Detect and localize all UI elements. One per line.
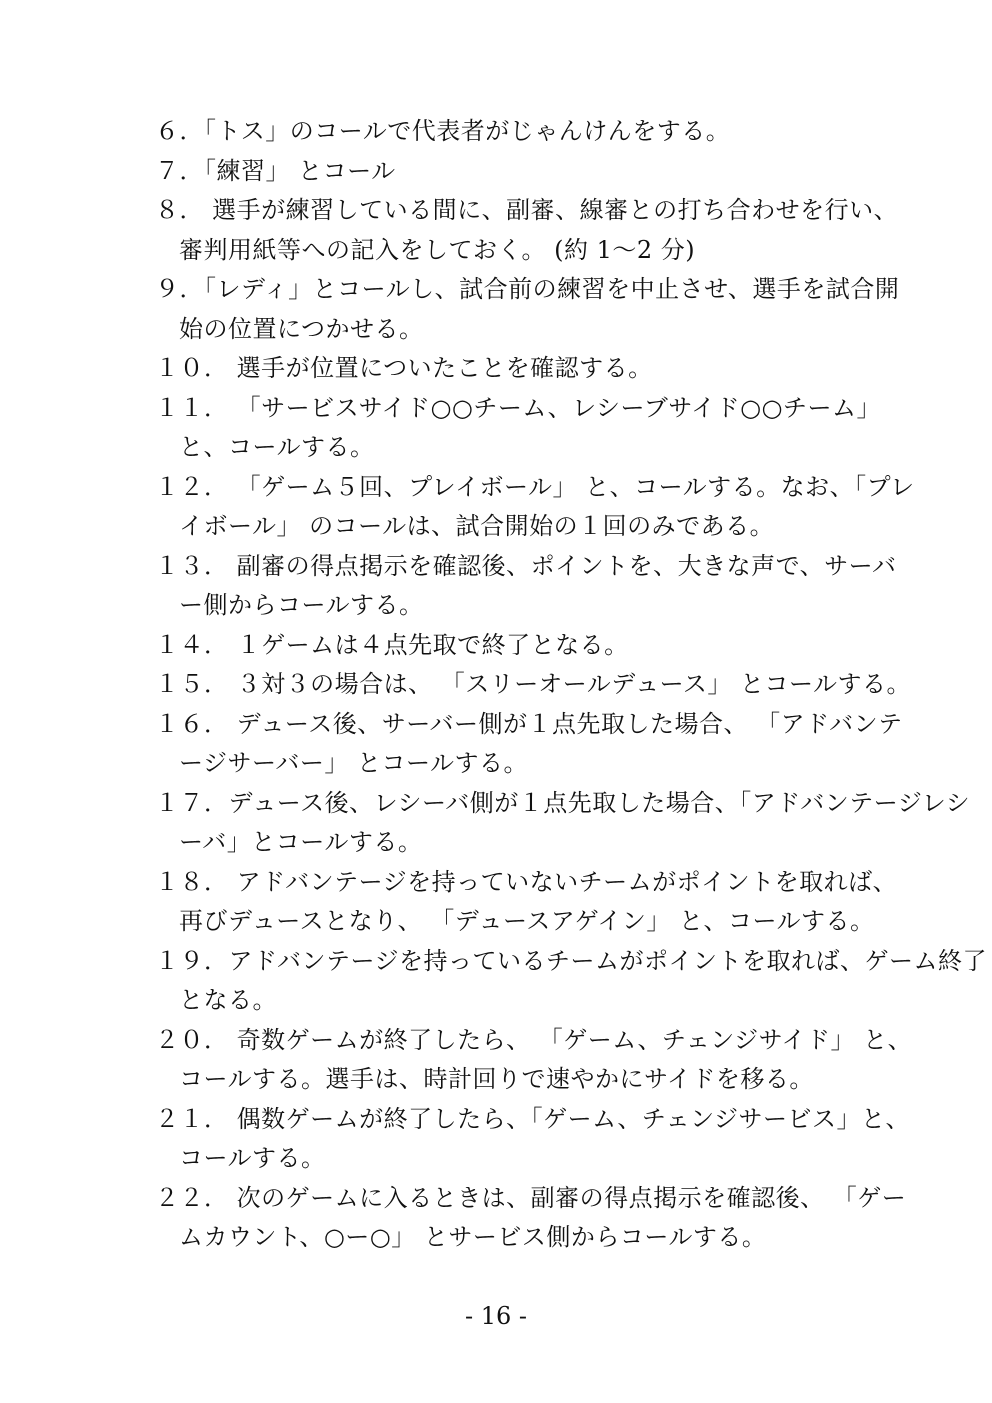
item-line: ８． 選手が練習している間に、副審、線審との打ち合わせを行い、 (155, 196, 899, 224)
list-item (155, 705, 915, 784)
list-item (155, 112, 915, 152)
procedure-list (155, 112, 988, 1258)
list-item (155, 468, 915, 547)
list-item (155, 152, 915, 192)
item-line-continued: ーバ」とコールする。 (179, 828, 423, 856)
item-line: ２０． 奇数ゲームが終了したら、 「ゲーム、チェンジサイド」 と、 (155, 1025, 913, 1054)
page-number: - 16 - (464, 1302, 527, 1330)
item-line: １１． 「サービスサイド○○チーム、レシーブサイド○○チーム」 (155, 393, 881, 422)
item-line: ７．「練習」 とコール (155, 156, 396, 185)
item-line: １６． デュース後、サーバー側が１点先取した場合、 「アドバンテ (155, 709, 903, 738)
item-line-continued: 再びデュースとなり、 「デュースアゲイン」 と、コールする。 (179, 907, 875, 935)
item-line: １５． ３対３の場合は、 「スリーオールデュース」 とコールする。 (155, 670, 912, 698)
list-item (155, 1021, 915, 1100)
list-item (155, 191, 915, 270)
item-line: １９．アドバンテージを持っているチームがポイントを取れば、ゲーム終了 (155, 946, 988, 975)
list-item (155, 1100, 915, 1179)
list-item (155, 349, 915, 389)
item-line-continued: と、コールする。 (179, 433, 375, 461)
item-line: ６．「トス」のコールで代表者がじゃんけんをする。 (155, 117, 731, 145)
list-item (155, 784, 971, 863)
item-line: １３． 副審の得点掲示を確認後、ポイントを、大きな声で、サーバ (155, 551, 897, 580)
item-line-continued: コールする。 (179, 1144, 326, 1172)
item-line-continued: 審判用紙等への記入をしておく。 (約 1～2 分) (179, 235, 696, 264)
list-item (155, 547, 915, 626)
list-item (155, 1179, 915, 1258)
item-line-continued: ージサーバー」 とコールする。 (179, 749, 528, 777)
item-line: ９．「レディ」とコールし、試合前の練習を中止させ、選手を試合開 (155, 275, 900, 303)
item-line: １４． １ゲームは４点先取で終了となる。 (155, 630, 629, 659)
list-item (155, 270, 915, 349)
item-line: １８． アドバンテージを持っていないチームがポイントを取れば、 (155, 867, 898, 896)
list-item (155, 389, 915, 468)
item-line-continued: コールする。選手は、時計回りで速やかにサイドを移る。 (179, 1065, 814, 1093)
item-line: １０． 選手が位置についたことを確認する。 (155, 354, 653, 382)
item-line-continued: ムカウント、○ー○」 とサービス側からコールする。 (179, 1223, 767, 1251)
list-item (155, 626, 915, 666)
item-line: ２１． 偶数ゲームが終了したら、「ゲーム、チェンジサービス」と、 (155, 1104, 911, 1133)
list-item (155, 863, 915, 942)
item-line-continued: 始の位置につかせる。 (179, 314, 424, 343)
item-line: ２２． 次のゲームに入るときは、副審の得点掲示を確認後、 「ゲー (155, 1183, 907, 1212)
item-line-continued: イボール」 のコールは、試合開始の１回のみである。 (179, 512, 775, 540)
item-line-continued: ー側からコールする。 (179, 591, 424, 619)
list-item (155, 942, 988, 1021)
list-item (155, 665, 915, 705)
item-line: １７．デュース後、レシーバ側が１点先取した場合、「アドバンテージレシ (155, 788, 971, 817)
item-line-continued: となる。 (179, 986, 277, 1014)
item-line: １２． 「ゲーム５回、プレイボール」 と、コールする。なお、「プレ (155, 472, 915, 501)
